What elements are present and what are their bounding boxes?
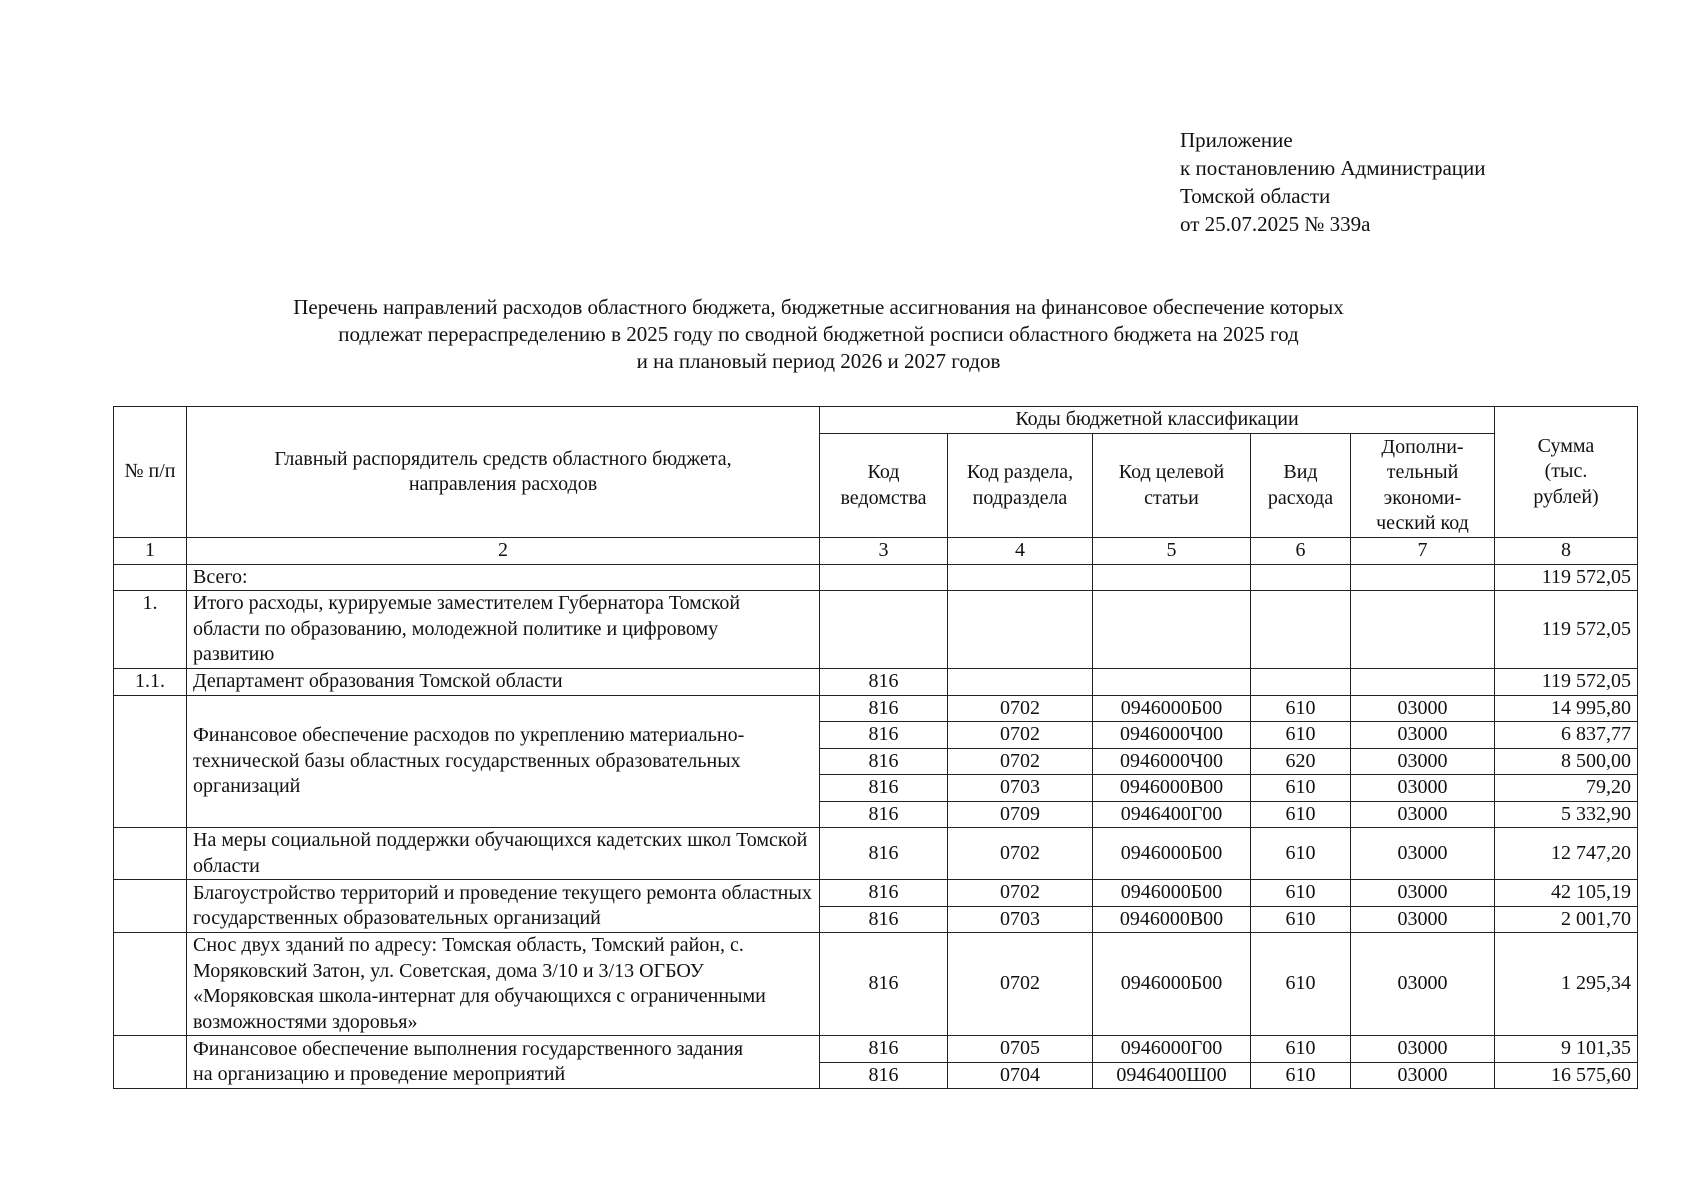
code-type: 610 [1251, 933, 1351, 1036]
deputy-num: 1. [114, 591, 187, 669]
expense-direction-name: Благоустройство территорий и проведение текущего ремонта областных государственных образовательных организаций [187, 880, 820, 933]
code-extra: 03000 [1351, 722, 1495, 749]
appendix-line: Томской области [1180, 184, 1331, 208]
code-target: 0946400Г00 [1093, 801, 1251, 828]
header-name: Главный распорядитель средств областного бюджета, направления расходов [187, 407, 820, 538]
code-section: 0702 [948, 748, 1093, 775]
code-section: 0704 [948, 1062, 1093, 1089]
code-extra: 03000 [1351, 880, 1495, 907]
code-target: 0946000Б00 [1093, 695, 1251, 722]
code-dept: 816 [820, 695, 948, 722]
code-extra: 03000 [1351, 775, 1495, 802]
code-target: 0946000В00 [1093, 906, 1251, 933]
title-line: Перечень направлений расходов областного бюджета, бюджетные ассигнования на финансовое обеспечение которых [293, 295, 1344, 319]
code-extra: 03000 [1351, 801, 1495, 828]
expense-row [114, 695, 1638, 722]
code-dept: 816 [820, 775, 948, 802]
code-target: 0946000Б00 [1093, 828, 1251, 880]
header-extra: Дополни-тельный экономи-ческий код [1351, 434, 1495, 538]
code-target: 0946000Б00 [1093, 880, 1251, 907]
amount: 42 105,19 [1495, 880, 1638, 907]
column-number: 2 [187, 538, 820, 565]
amount: 1 295,34 [1495, 933, 1638, 1036]
code-extra: 03000 [1351, 1062, 1495, 1089]
expense-row [114, 880, 1638, 907]
department-num: 1.1. [114, 669, 187, 696]
code-type: 610 [1251, 1062, 1351, 1089]
column-number: 7 [1351, 538, 1495, 565]
header-codes-group: Коды бюджетной классификации [820, 407, 1495, 434]
code-target: 0946400Ш00 [1093, 1062, 1251, 1089]
amount: 2 001,70 [1495, 906, 1638, 933]
code-dept: 816 [820, 933, 948, 1036]
code-type: 610 [1251, 880, 1351, 907]
code-type: 620 [1251, 748, 1351, 775]
code-extra: 03000 [1351, 1036, 1495, 1063]
code-target: 0946000Г00 [1093, 1036, 1251, 1063]
appendix-line: Приложение [1180, 128, 1293, 152]
code-extra: 03000 [1351, 748, 1495, 775]
code-dept: 816 [820, 801, 948, 828]
code-section: 0705 [948, 1036, 1093, 1063]
department-sum: 119 572,05 [1495, 669, 1638, 696]
code-section: 0702 [948, 828, 1093, 880]
code-dept: 816 [820, 828, 948, 880]
code-extra: 03000 [1351, 828, 1495, 880]
amount: 16 575,60 [1495, 1062, 1638, 1089]
code-extra: 03000 [1351, 933, 1495, 1036]
column-number: 5 [1093, 538, 1251, 565]
amount: 14 995,80 [1495, 695, 1638, 722]
appendix-block [1180, 126, 1486, 238]
column-number: 1 [114, 538, 187, 565]
header-section: Код раздела, подраздела [948, 434, 1093, 538]
code-dept: 816 [820, 748, 948, 775]
department-dept-code: 816 [820, 669, 948, 696]
column-number: 6 [1251, 538, 1351, 565]
code-section: 0702 [948, 722, 1093, 749]
code-target: 0946000Ч00 [1093, 748, 1251, 775]
appendix-line: к постановлению Администрации [1180, 156, 1486, 180]
header-row [114, 407, 1638, 434]
header-dept: Код ведомства [820, 434, 948, 538]
code-type: 610 [1251, 775, 1351, 802]
total-label: Всего: [187, 564, 820, 591]
deputy-name: Итого расходы, курируемые заместителем Губернатора Томской области по образованию, молодежной политике и цифровому развитию [187, 591, 820, 669]
column-number: 3 [820, 538, 948, 565]
code-dept: 816 [820, 906, 948, 933]
code-section: 0702 [948, 880, 1093, 907]
appendix-line: от 25.07.2025 № 339а [1180, 212, 1371, 236]
deputy-sum: 119 572,05 [1495, 591, 1638, 669]
code-type: 610 [1251, 828, 1351, 880]
column-number: 8 [1495, 538, 1638, 565]
code-section: 0709 [948, 801, 1093, 828]
code-dept: 816 [820, 722, 948, 749]
code-dept: 816 [820, 1062, 948, 1089]
total-sum: 119 572,05 [1495, 564, 1638, 591]
code-section: 0703 [948, 775, 1093, 802]
code-type: 610 [1251, 695, 1351, 722]
expense-direction-name: Снос двух зданий по адресу: Томская область, Томский район, с. Моряковский Затон, ул. Советская, дома 3/10 и 3/13 ОГБОУ «Моряковская школа-интернат для обучающихся с ограниченными возможностями здоровья» [187, 933, 820, 1036]
amount: 8 500,00 [1495, 748, 1638, 775]
header-num: № п/п [114, 407, 187, 538]
expense-row [114, 828, 1638, 880]
code-section: 0702 [948, 695, 1093, 722]
expense-row [114, 933, 1638, 1036]
code-dept: 816 [820, 1036, 948, 1063]
code-target: 0946000Ч00 [1093, 722, 1251, 749]
code-target: 0946000Б00 [1093, 933, 1251, 1036]
column-number: 4 [948, 538, 1093, 565]
header-type: Вид расхода [1251, 434, 1351, 538]
column-numbers-row [114, 538, 1638, 565]
code-section: 0703 [948, 906, 1093, 933]
code-type: 610 [1251, 801, 1351, 828]
header-target: Код целевой статьи [1093, 434, 1251, 538]
expense-direction-name: Финансовое обеспечение расходов по укреплению материально-технической базы областных государственных образовательных организаций [187, 695, 820, 828]
department-row [114, 669, 1638, 696]
amount: 79,20 [1495, 775, 1638, 802]
code-type: 610 [1251, 906, 1351, 933]
amount: 9 101,35 [1495, 1036, 1638, 1063]
code-extra: 03000 [1351, 906, 1495, 933]
document-title [115, 294, 1522, 375]
deputy-row [114, 591, 1638, 669]
title-line: подлежат перераспределению в 2025 году по сводной бюджетной росписи областного бюджета на 2025 год [338, 322, 1299, 346]
amount: 12 747,20 [1495, 828, 1638, 880]
title-line: и на плановый период 2026 и 2027 годов [636, 349, 1001, 373]
department-name: Департамент образования Томской области [187, 669, 820, 696]
budget-table [113, 406, 1638, 1089]
total-row [114, 564, 1638, 591]
expense-direction-name: Финансовое обеспечение выполнения государственного задания на организацию и проведение мероприятий [187, 1036, 820, 1089]
expense-direction-name: На меры социальной поддержки обучающихся кадетских школ Томской области [187, 828, 820, 880]
code-section: 0702 [948, 933, 1093, 1036]
code-type: 610 [1251, 1036, 1351, 1063]
expense-row [114, 1036, 1638, 1063]
code-type: 610 [1251, 722, 1351, 749]
code-extra: 03000 [1351, 695, 1495, 722]
code-target: 0946000В00 [1093, 775, 1251, 802]
header-sum: Сумма (тыс. рублей) [1495, 407, 1638, 538]
amount: 5 332,90 [1495, 801, 1638, 828]
amount: 6 837,77 [1495, 722, 1638, 749]
code-dept: 816 [820, 880, 948, 907]
